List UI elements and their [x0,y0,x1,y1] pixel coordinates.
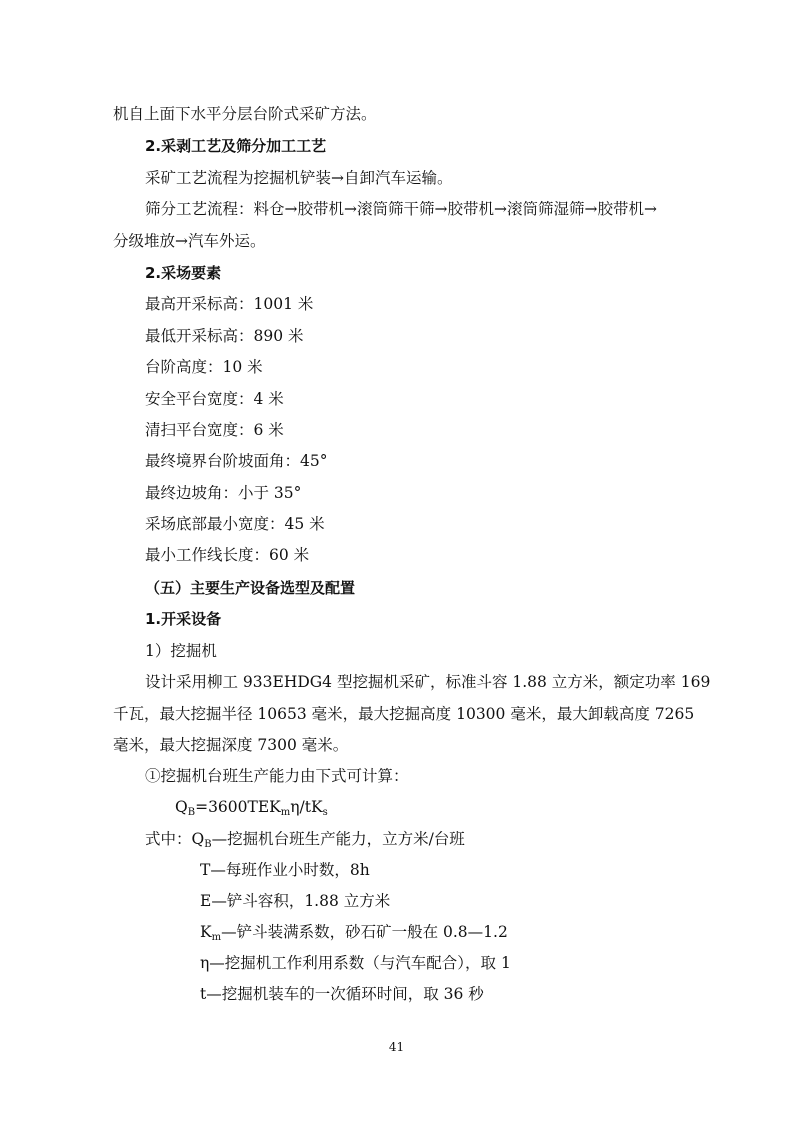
parameter-line: 最高开采标高：1001 米 [145,295,314,313]
text-line: 机自上面下水平分层台阶式采矿方法。 [113,105,377,123]
text-line: 筛分工艺流程：料仓→胶带机→滚筒筛干筛→胶带机→滚筒筛湿筛→胶带机→ [145,200,657,218]
parameter-line: 台阶高度：10 米 [145,358,263,376]
text-line: 采矿工艺流程为挖掘机铲装→自卸汽车运输。 [145,169,453,187]
definition-line [200,922,508,942]
section-heading: 2.采剥工艺及筛分加工工艺 [145,137,327,155]
parameter-line: 最低开采标高：890 米 [145,327,304,345]
section-heading: 2.采场要素 [145,264,222,282]
text-line: 毫米，最大挖掘深度 7300 毫米。 [113,736,349,754]
definition-line: T—每班作业小时数，8h [200,861,370,879]
definition-line: η—挖掘机工作利用系数（与汽车配合），取 1 [200,954,511,972]
formula-mid: =3600TEK [195,798,281,816]
parameter-line: 最小工作线长度：60 米 [145,546,310,564]
definition-text: —挖掘机台班生产能力，立方米/台班 [211,830,465,848]
parameter-line: 安全平台宽度：4 米 [145,390,284,408]
text-line: 设计采用柳工 933EHDG4 型挖掘机采矿，标准斗容 1.88 立方米，额定功率 169 [145,673,711,691]
subsection-label: 1）挖掘机 [145,642,217,660]
parameter-line: 最终境界台阶坡面角：45° [145,452,328,470]
definition-text: —铲斗装满系数，砂石矿一般在 0.8—1.2 [221,923,508,941]
text-line: 分级堆放→汽车外运。 [113,232,266,250]
formula-q: Q [175,798,188,816]
text-line: ①挖掘机台班生产能力由下式可计算： [145,767,409,785]
definition-lead: 式中：Q [145,830,205,848]
page-number: 41 [388,1040,405,1054]
text-line: 千瓦，最大挖掘半径 10653 毫米，最大挖掘高度 10300 毫米，最大卸载高度 7265 [113,705,695,723]
formula-sub: m [280,807,291,818]
definition-lead: K [200,923,212,941]
definition-line: E—铲斗容积，1.88 立方米 [200,892,391,910]
formula-sub: s [322,807,328,818]
parameter-line: 清扫平台宽度：6 米 [145,421,284,439]
section-heading: 1.开采设备 [145,610,222,628]
formula [175,797,328,817]
parameter-line: 采场底部最小宽度：45 米 [145,515,325,533]
definition-line [145,829,465,849]
definition-sub: m [211,932,222,943]
formula-sub: B [187,807,196,818]
definition-line: t—挖掘机装车的一次循环时间，取 36 秒 [200,985,484,1003]
parameter-line: 最终边坡角：小于 35° [145,484,302,502]
definition-sub: B [204,839,212,850]
formula-tail: η/tK [290,798,323,816]
section-heading: （五）主要生产设备选型及配置 [145,579,356,597]
